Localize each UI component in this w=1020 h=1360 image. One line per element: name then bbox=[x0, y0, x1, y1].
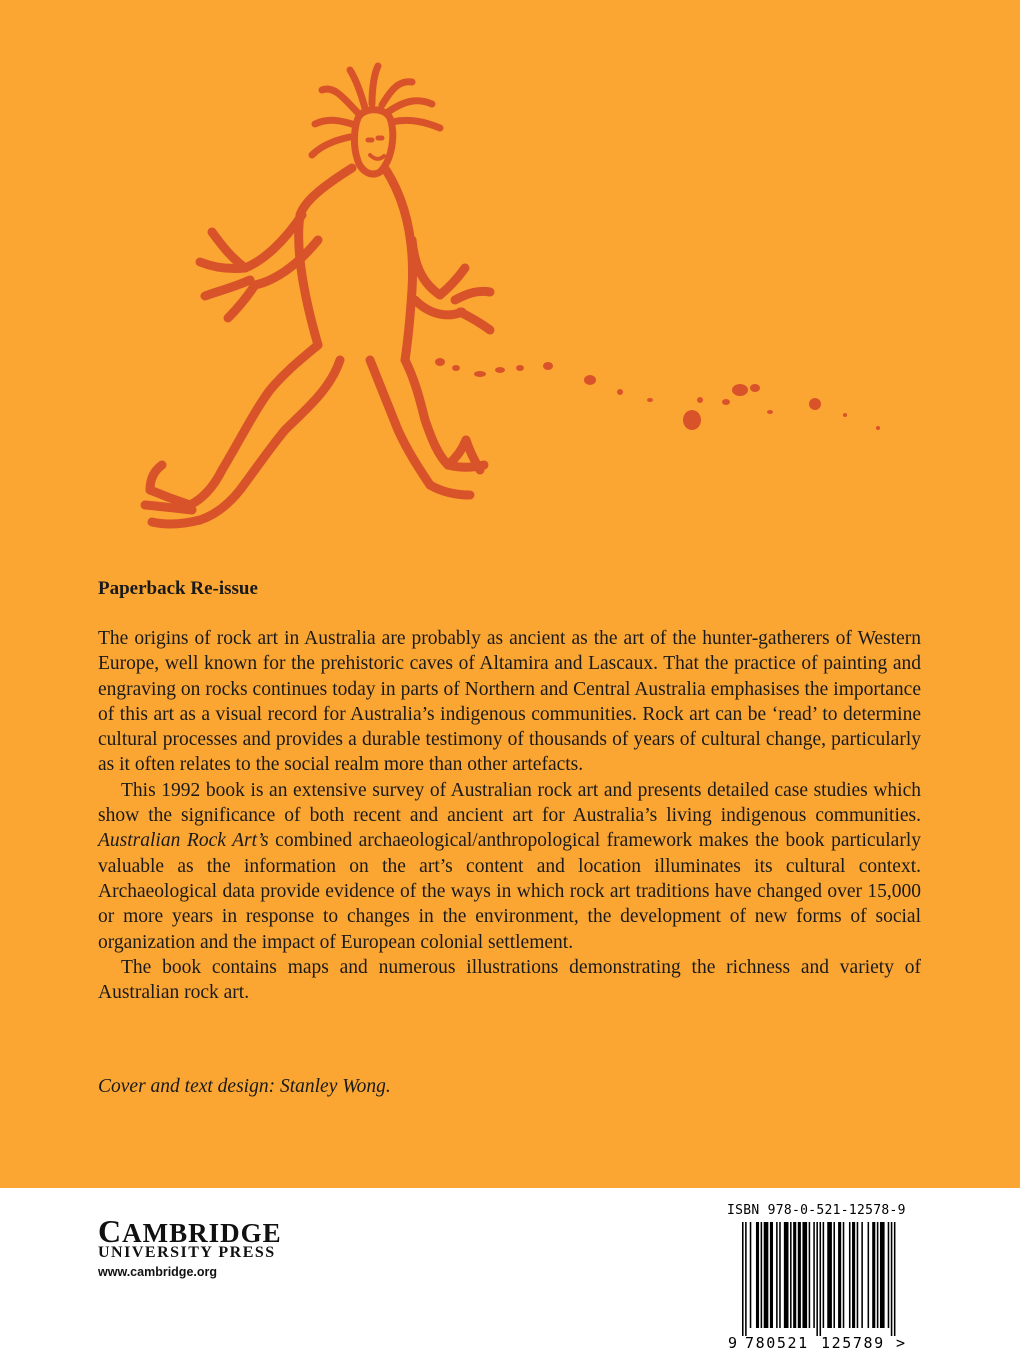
barcode-bar bbox=[798, 1222, 801, 1328]
barcode-bar bbox=[790, 1222, 792, 1328]
blurb-heading: Paperback Re-issue bbox=[98, 578, 258, 599]
isbn-label: ISBN 978-0-521-12578-9 bbox=[727, 1203, 906, 1218]
barcode-digits-left: 780521 bbox=[745, 1334, 809, 1352]
design-credit: Cover and text design: Stanley Wong. bbox=[98, 1076, 391, 1097]
barcode-bar bbox=[880, 1222, 885, 1328]
barcode-bar bbox=[745, 1222, 747, 1336]
publisher-name-initial: C bbox=[98, 1213, 123, 1249]
barcode-bar bbox=[764, 1222, 769, 1328]
barcode-bar bbox=[888, 1222, 890, 1328]
barcode-bar bbox=[770, 1222, 773, 1328]
barcode-bar bbox=[820, 1222, 822, 1336]
barcode-bar bbox=[779, 1222, 781, 1328]
publisher-subtitle: UNIVERSITY PRESS bbox=[98, 1244, 276, 1261]
barcode-bar bbox=[877, 1222, 879, 1328]
barcode-bar bbox=[857, 1222, 859, 1328]
barcode-bar bbox=[793, 1222, 796, 1328]
barcode-bar bbox=[809, 1222, 811, 1328]
barcode-bar bbox=[833, 1222, 835, 1328]
isbn-barcode bbox=[726, 1222, 908, 1352]
barcode-bar bbox=[852, 1222, 855, 1328]
blurb-paragraph-2 bbox=[98, 778, 921, 955]
footer-panel bbox=[0, 1188, 1020, 1360]
barcode-bar bbox=[761, 1222, 763, 1328]
barcode-bar bbox=[838, 1222, 841, 1328]
barcode-bar bbox=[861, 1222, 863, 1328]
barcode-bar bbox=[776, 1222, 778, 1328]
barcode-bar bbox=[872, 1222, 875, 1328]
barcode-quiet-zone-marker: > bbox=[896, 1334, 906, 1352]
barcode-bar bbox=[894, 1222, 896, 1336]
barcode-bar bbox=[802, 1222, 807, 1328]
book-title-italic: Australian Rock Art’s bbox=[98, 830, 269, 852]
barcode-bar bbox=[849, 1222, 851, 1328]
barcode-bar bbox=[816, 1222, 818, 1336]
blurb-paragraph-2-end: combined archaeological/anthropological framework makes the book particularly valuable as the information on the art’s content and location illuminates its cultural context. Archaeological data provide evidence of the ways in which rock art traditions have changed over 15,000 or more years in response to changes in the environment, the development of new forms of social organization and the impact of European colonial settlement. bbox=[98, 830, 922, 953]
barcode-bar bbox=[813, 1222, 815, 1328]
barcode-bar bbox=[756, 1222, 759, 1328]
barcode-bar bbox=[784, 1222, 789, 1328]
barcode-digit-lead: 9 bbox=[728, 1334, 738, 1352]
barcode-bar bbox=[823, 1222, 825, 1328]
publisher-name-rest: AMBRIDGE bbox=[122, 1218, 282, 1248]
barcode-bar bbox=[868, 1222, 870, 1328]
blurb-paragraph-2-start: This 1992 book is an extensive survey of Australian rock art and presents detailed case studies which show the significance of both recent and ancient art for Australia’s living indigenous communities. bbox=[98, 779, 921, 827]
blurb-text bbox=[98, 626, 921, 1005]
barcode-bar bbox=[750, 1222, 752, 1328]
rock-art-figure-illustration bbox=[130, 40, 890, 540]
blurb-paragraph-1: The origins of rock art in Australia are probably as ancient as the art of the hunter-gatherers of Western Europe, well known for the prehistoric caves of Altamira and Lascaux. That the practice of painting and engraving on rocks continues today in parts of Northern and Central Australia emphasises the importance of this art as a visual record for Australia’s indigenous communities. Rock art can be ‘read’ to determine cultural processes and provides a durable testimony of thousands of years of cultural change, particularly as it often relates to the social realm more than other artefacts. bbox=[98, 628, 921, 776]
barcode-digits-right: 125789 bbox=[821, 1334, 885, 1352]
barcode-bar bbox=[742, 1222, 744, 1336]
blurb-paragraph-3: The book contains maps and numerous illustrations demonstrating the richness and variety of Australian rock art. bbox=[98, 956, 921, 1004]
barcode-bar bbox=[843, 1222, 845, 1328]
barcode-bar bbox=[827, 1222, 832, 1328]
barcode-bar bbox=[891, 1222, 893, 1336]
publisher-url: www.cambridge.org bbox=[98, 1265, 218, 1279]
